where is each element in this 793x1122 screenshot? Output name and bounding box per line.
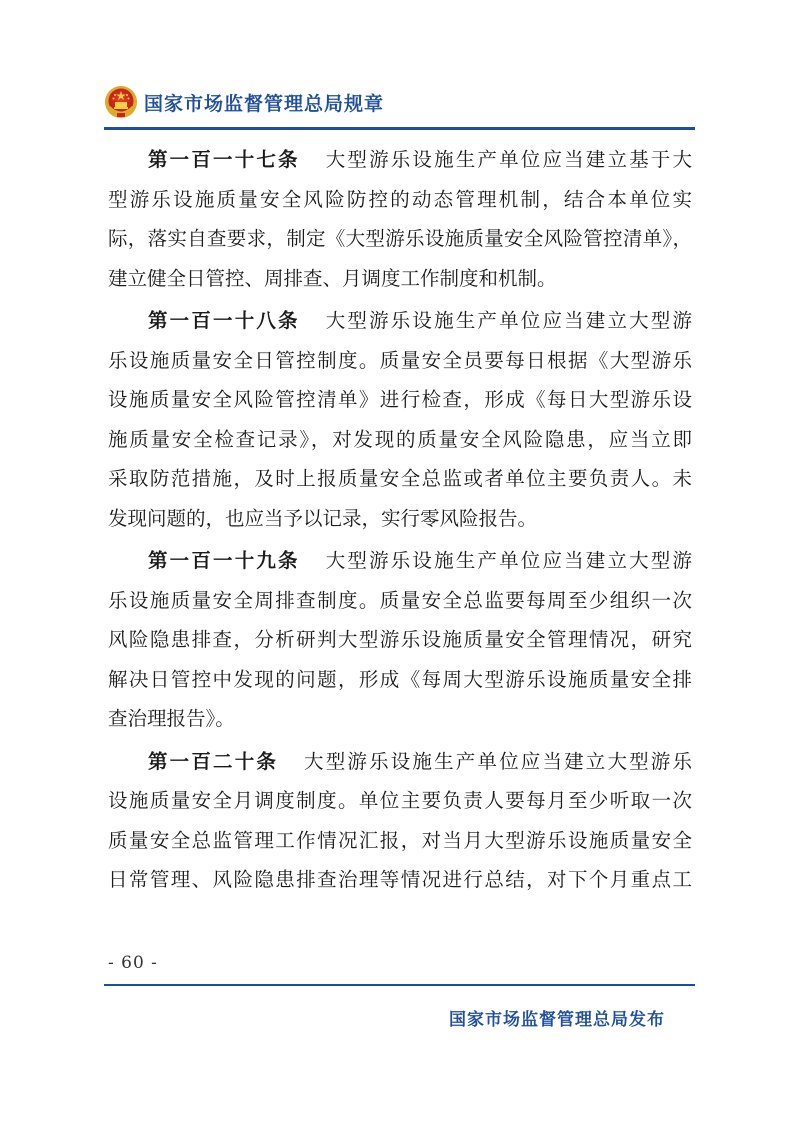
article-first-line bbox=[108, 140, 692, 180]
article-text-line: 施质量安全检查记录》，对发现的质量安全风险隐患，应当立即 bbox=[108, 427, 692, 451]
footer-publisher: 国家市场监督管理总局发布 bbox=[449, 1010, 665, 1030]
article-text-line: 建立健全日管控、周排查、月调度工作制度和机制。 bbox=[108, 266, 557, 290]
article-number: 第一百一十七条 bbox=[148, 148, 300, 171]
article-text-line: 解决日管控中发现的问题，形成《每周大型游乐设施质量安全排 bbox=[108, 667, 692, 691]
article-number: 第一百一十八条 bbox=[148, 309, 300, 332]
article-text: 大型游乐设施生产单位应当建立大型游 bbox=[325, 549, 692, 572]
article-text-line: 型游乐设施质量安全风险防控的动态管理机制，结合本单位实 bbox=[108, 187, 692, 211]
article-text-line: 日常管理、风险隐患排查治理等情况进行总结，对下个月重点工 bbox=[108, 868, 692, 891]
page-number: - 60 - bbox=[108, 953, 158, 973]
article-number: 第一百一十九条 bbox=[148, 549, 300, 572]
footer-divider bbox=[104, 984, 695, 986]
article-text-line: 采取防范措施，及时上报质量安全总监或者单位主要负责人。未 bbox=[108, 467, 692, 490]
article-text-line: 质量安全总监管理工作情况汇报，对当月大型游乐设施质量安全 bbox=[108, 828, 692, 852]
page-header bbox=[104, 82, 384, 122]
article-text-line: 查治理报告》。 bbox=[108, 707, 235, 730]
article-text-line: 发现问题的，也应当予以记录，实行零风险报告。 bbox=[108, 506, 538, 530]
article-text-line: 设施质量安全月调度制度。单位主要负责人要每月至少听取一次 bbox=[108, 789, 692, 812]
article-118 bbox=[108, 301, 692, 538]
article-first-line bbox=[108, 301, 692, 341]
article-text: 大型游乐设施生产单位应当建立大型游乐 bbox=[304, 749, 692, 773]
article-first-line bbox=[108, 541, 692, 581]
article-120 bbox=[108, 742, 692, 900]
national-emblem-icon bbox=[104, 85, 138, 119]
article-text: 大型游乐设施生产单位应当建立基于大 bbox=[325, 148, 692, 171]
header-divider bbox=[104, 127, 695, 130]
article-119 bbox=[108, 541, 692, 739]
article-117 bbox=[108, 140, 692, 298]
article-text: 大型游乐设施生产单位应当建立大型游 bbox=[325, 309, 692, 332]
article-text-line: 乐设施质量安全日管控制度。质量安全员要每日根据《大型游乐 bbox=[108, 348, 692, 372]
header-title: 国家市场监督管理总局规章 bbox=[144, 92, 385, 115]
article-text-line: 乐设施质量安全周排查制度。质量安全总监要每周至少组织一次 bbox=[108, 588, 692, 612]
article-number: 第一百二十条 bbox=[148, 749, 279, 773]
document-body bbox=[108, 140, 692, 903]
article-first-line bbox=[108, 742, 692, 782]
article-text-line: 风险隐患排查，分析研判大型游乐设施质量安全管理情况，研究 bbox=[108, 628, 692, 651]
article-text-line: 设施质量安全风险管控清单》进行检查，形成《每日大型游乐设 bbox=[108, 388, 692, 411]
article-text-line: 际，落实自查要求，制定《大型游乐设施质量安全风险管控清单》， bbox=[108, 227, 692, 250]
